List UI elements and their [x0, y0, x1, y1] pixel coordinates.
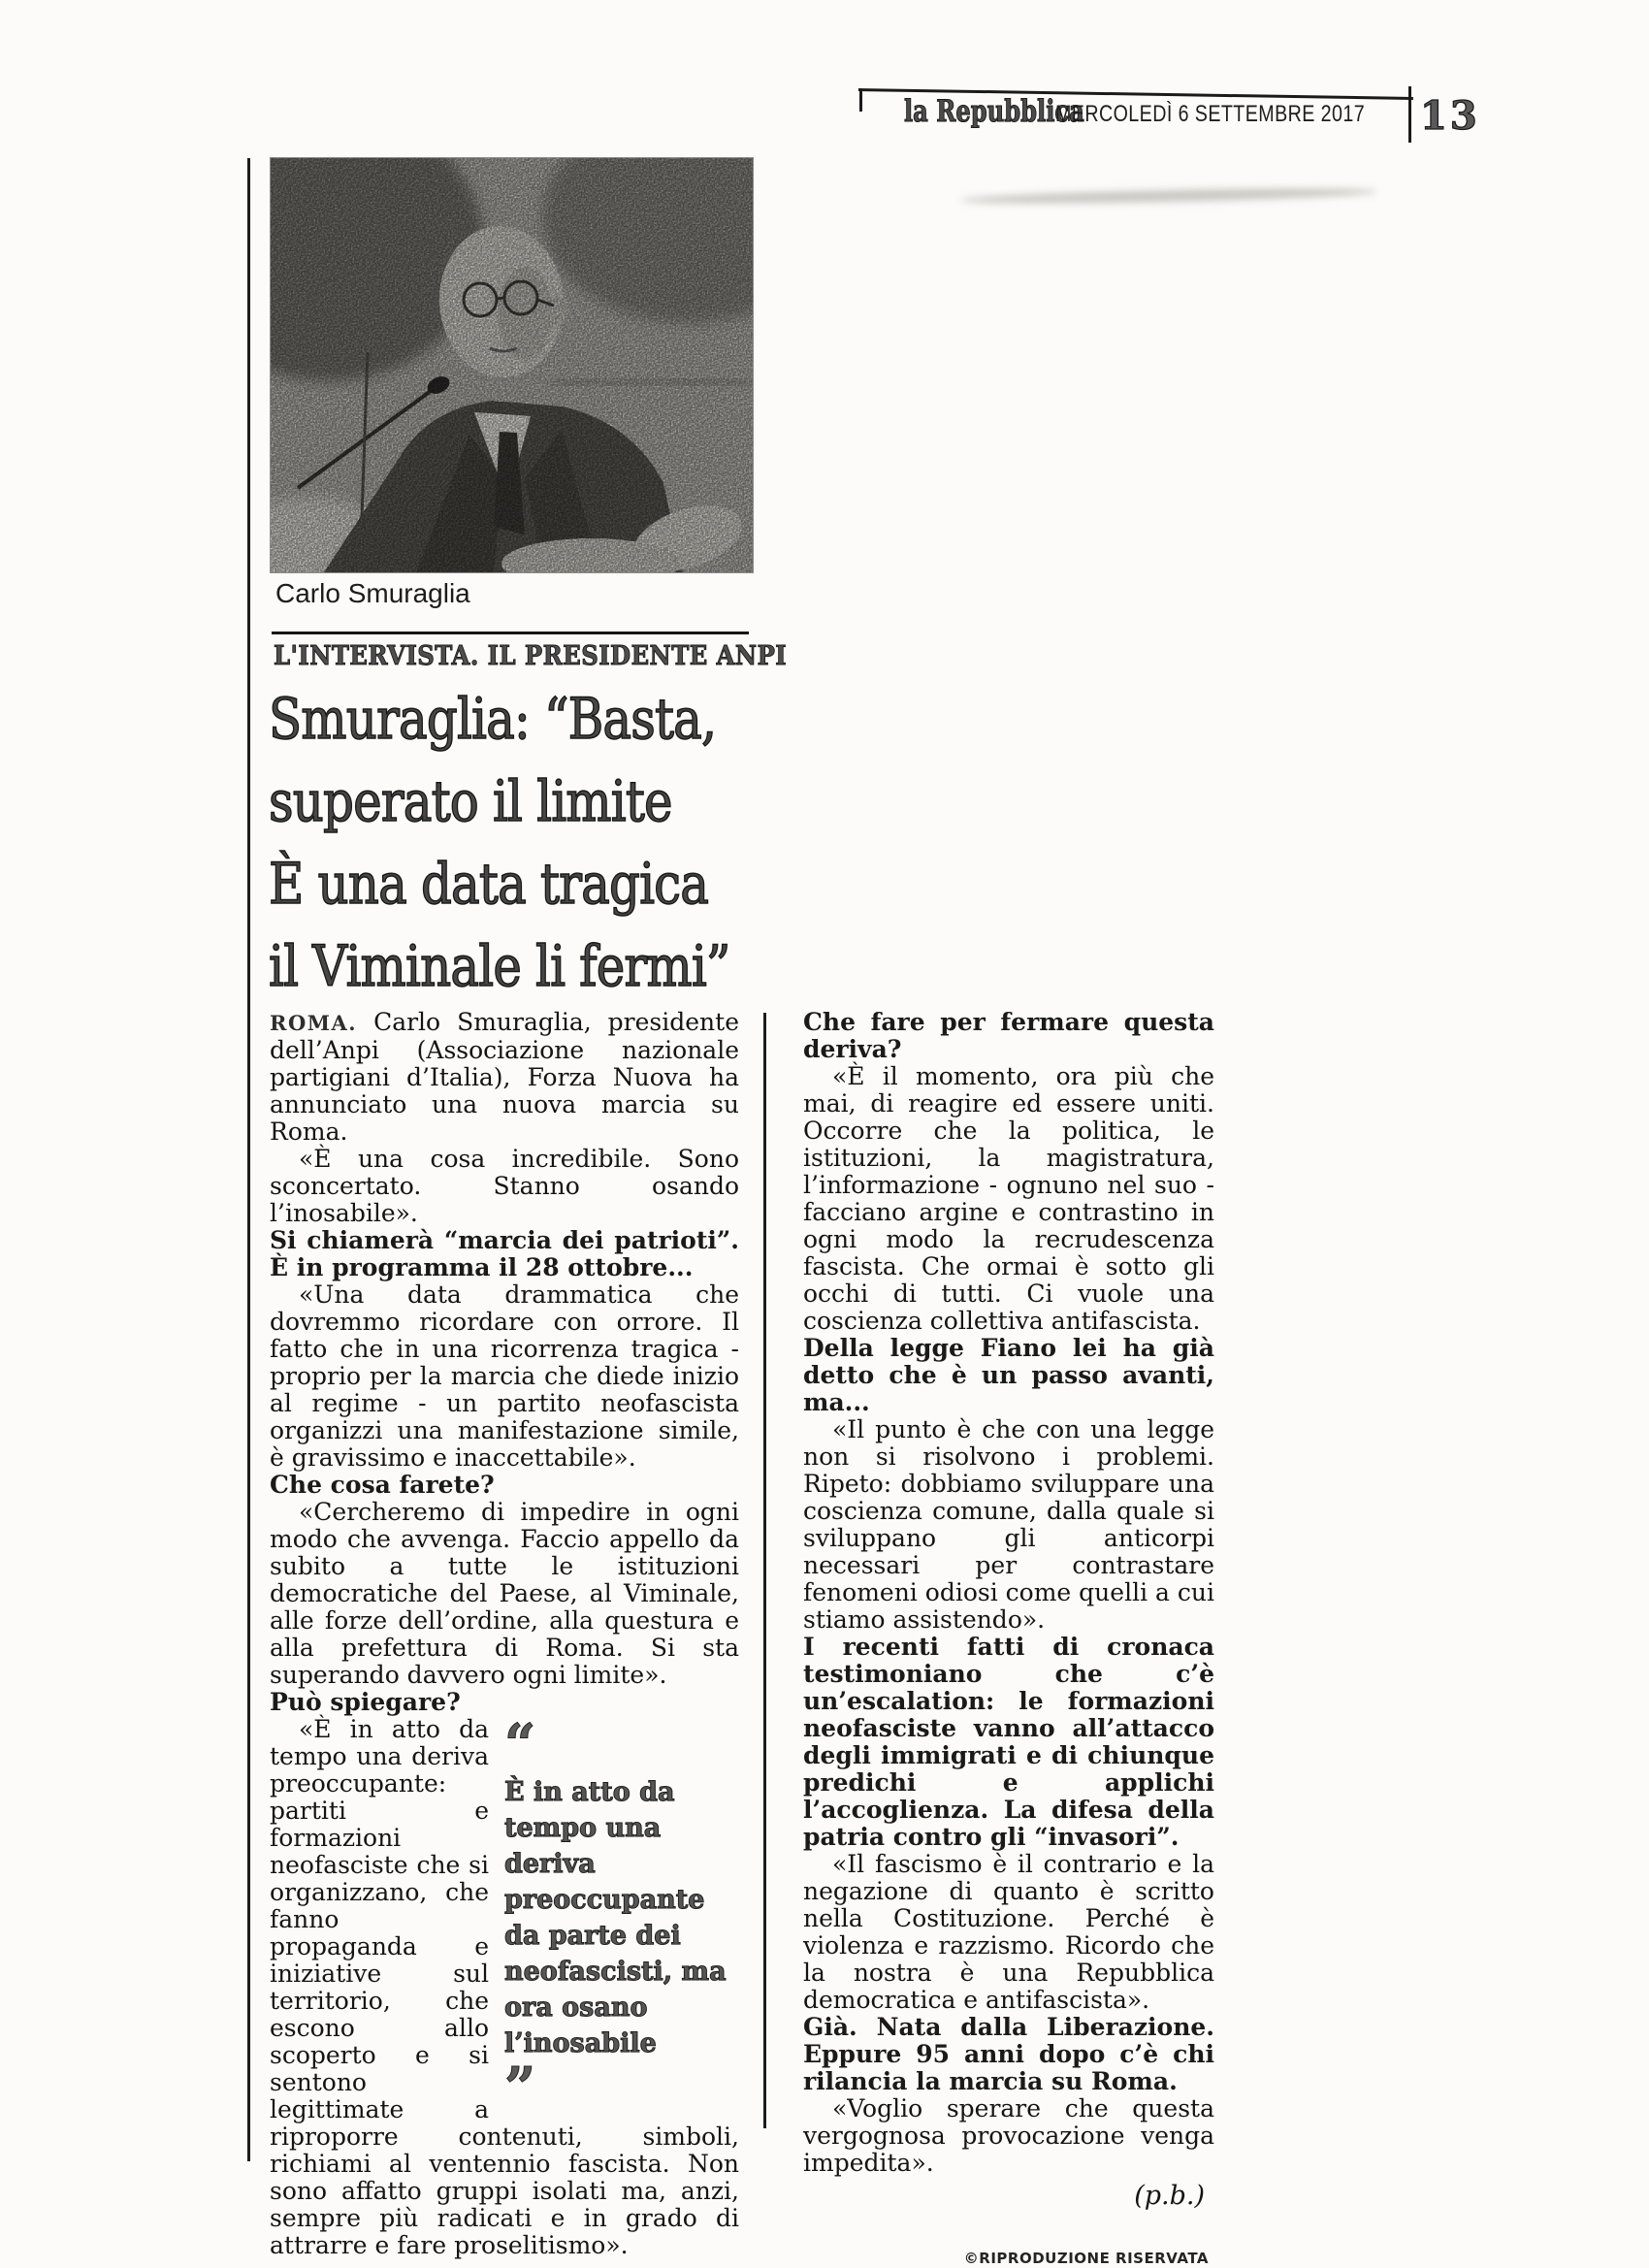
- copyright-notice: ©RIPRODUZIONE RISERVATA: [963, 2250, 1209, 2267]
- interview-question: Già. Nata dalla Liberazione. Eppure 95 anni dopo c’è chi rilancia la marcia su Roma.: [803, 2013, 1214, 2095]
- article-paragraph: «Il fascismo è il contrario e la negazione di quanto è scritto nella Costituzione. Perché è violenza e razzismo. Ricordo che la nostra è una Repubblica democratica e antifascista».: [803, 1850, 1214, 2014]
- article-paragraph: «Il punto è che con una legge non si risolvono i problemi. Ripeto: dobbiamo sviluppare una coscienza comune, dalla quale si sviluppano gli anticorpi necessari per contrastare fenomeni odiosi come quelli a cui stiamo assistendo».: [803, 1415, 1214, 1634]
- article-column-left: [270, 1009, 739, 2259]
- pull-quote-text: È in atto da tempo una deriva preoccupante da parte dei neofascisti, ma ora osano l’inosabile: [504, 1777, 727, 2058]
- kicker-rule: [272, 632, 749, 634]
- masthead-rule-tick: [859, 90, 862, 112]
- article-paragraph: «Una data drammatica che dovremmo ricordare con orrore. Il fatto che in una ricorrenza tragica - proprio per la marcia che diede inizio al regime - un partito neofascista organizzi una manifestazione simile, è gravissimo e inaccettabile».: [270, 1280, 739, 1472]
- scan-smudge-artifact: [960, 185, 1377, 206]
- headline-line-1: Smuraglia: “Basta,: [269, 686, 717, 752]
- open-quote-icon: “: [504, 1712, 533, 1776]
- headline-line-2: superato il limite: [269, 768, 672, 834]
- pull-quote: [504, 1712, 739, 2120]
- article-column-right: [803, 1009, 1214, 2268]
- photo-carlo-smuraglia: [271, 158, 753, 572]
- photo-caption: Carlo Smuraglia: [275, 578, 470, 608]
- article-paragraph: «Cercheremo di impedire in ogni modo che avvenga. Faccio appello da subito a tutte le istituzioni democratiche del Paese, al Viminale, alle forze dell’ordine, alla questura e alla prefettura di Roma. Si sta superando davvero ogni limite».: [270, 1498, 739, 1689]
- dateline: ROMA.: [270, 1011, 358, 1035]
- headline-line-3: È una data tragica: [269, 851, 709, 917]
- page-number: 13: [1420, 93, 1480, 139]
- interview-question: Della legge Fiano lei ha già detto che è un passo avanti, ma...: [803, 1334, 1214, 1416]
- interview-question: Che fare per fermare questa deriva?: [803, 1008, 1214, 1063]
- newspaper-title: la Repubblica: [904, 94, 1084, 129]
- close-quote-icon: ”: [504, 2056, 533, 2120]
- interview-question: Si chiamerà “marcia dei patrioti”. È in programma il 28 ottobre...: [270, 1226, 739, 1281]
- lead-text: Carlo Smuraglia, presidente dell’Anpi (Associazione nazionale partigiani d’Italia), Forza Nuova ha annunciato una nuova marcia su Roma.: [270, 1008, 739, 1146]
- interview-question: Può spiegare?: [270, 1688, 461, 1716]
- article-left-rule: [247, 158, 250, 2161]
- kicker: L'INTERVISTA. IL PRESIDENTE ANPI: [274, 641, 788, 671]
- column-divider: [763, 1013, 766, 2128]
- article-paragraph: «Voglio sperare che questa vergognosa provocazione venga impedita».: [803, 2094, 1214, 2177]
- interview-question: Che cosa farete?: [270, 1471, 495, 1499]
- photo-illustration: [271, 158, 753, 572]
- interview-question: I recenti fatti di cronaca testimoniano che c’è un’escalation: le formazioni neofasciste vanno all’attacco degli immigrati e di chiunque predichi e applichi l’accoglienza. La difesa della patria contro gli “invasori”.: [803, 1633, 1214, 1851]
- article-paragraph: «È in atto da tempo una deriva preoccupante: partiti e formazioni neofasciste che si organizzano, che fanno propaganda e iniziative sul territorio, che escono allo scoperto e si sentono legittimate a riproporre contenuti, simboli, richiami al ventennio fascista. Non sono affatto gruppi isolati ma, anzi, sempre più radicati e in grado di attrarre e fare proselitismo».: [270, 1715, 739, 2259]
- issue-date: MERCOLEDÌ 6 SETTEMBRE 2017: [1055, 101, 1366, 127]
- article-paragraph: «È il momento, ora più che mai, di reagire ed essere uniti. Occorre che la politica, le istituzioni, la magistratura, l’informazione - ognuno nel suo - facciano argine e contrastino in ogni modo la recrudescenza fascista. Che ormai è sotto gli occhi di tutti. Ci vuole una coscienza collettiva antifascista.: [803, 1062, 1214, 1335]
- author-initials: (p.b.): [1134, 2181, 1205, 2211]
- headline: [269, 685, 805, 1015]
- page-number-divider: [1408, 86, 1411, 143]
- article-paragraph: [270, 1009, 739, 1146]
- article-paragraph: «È una cosa incredibile. Sono sconcertato. Stanno osando l’inosabile».: [270, 1145, 739, 1227]
- headline-line-4: il Viminale li fermi”: [269, 933, 730, 999]
